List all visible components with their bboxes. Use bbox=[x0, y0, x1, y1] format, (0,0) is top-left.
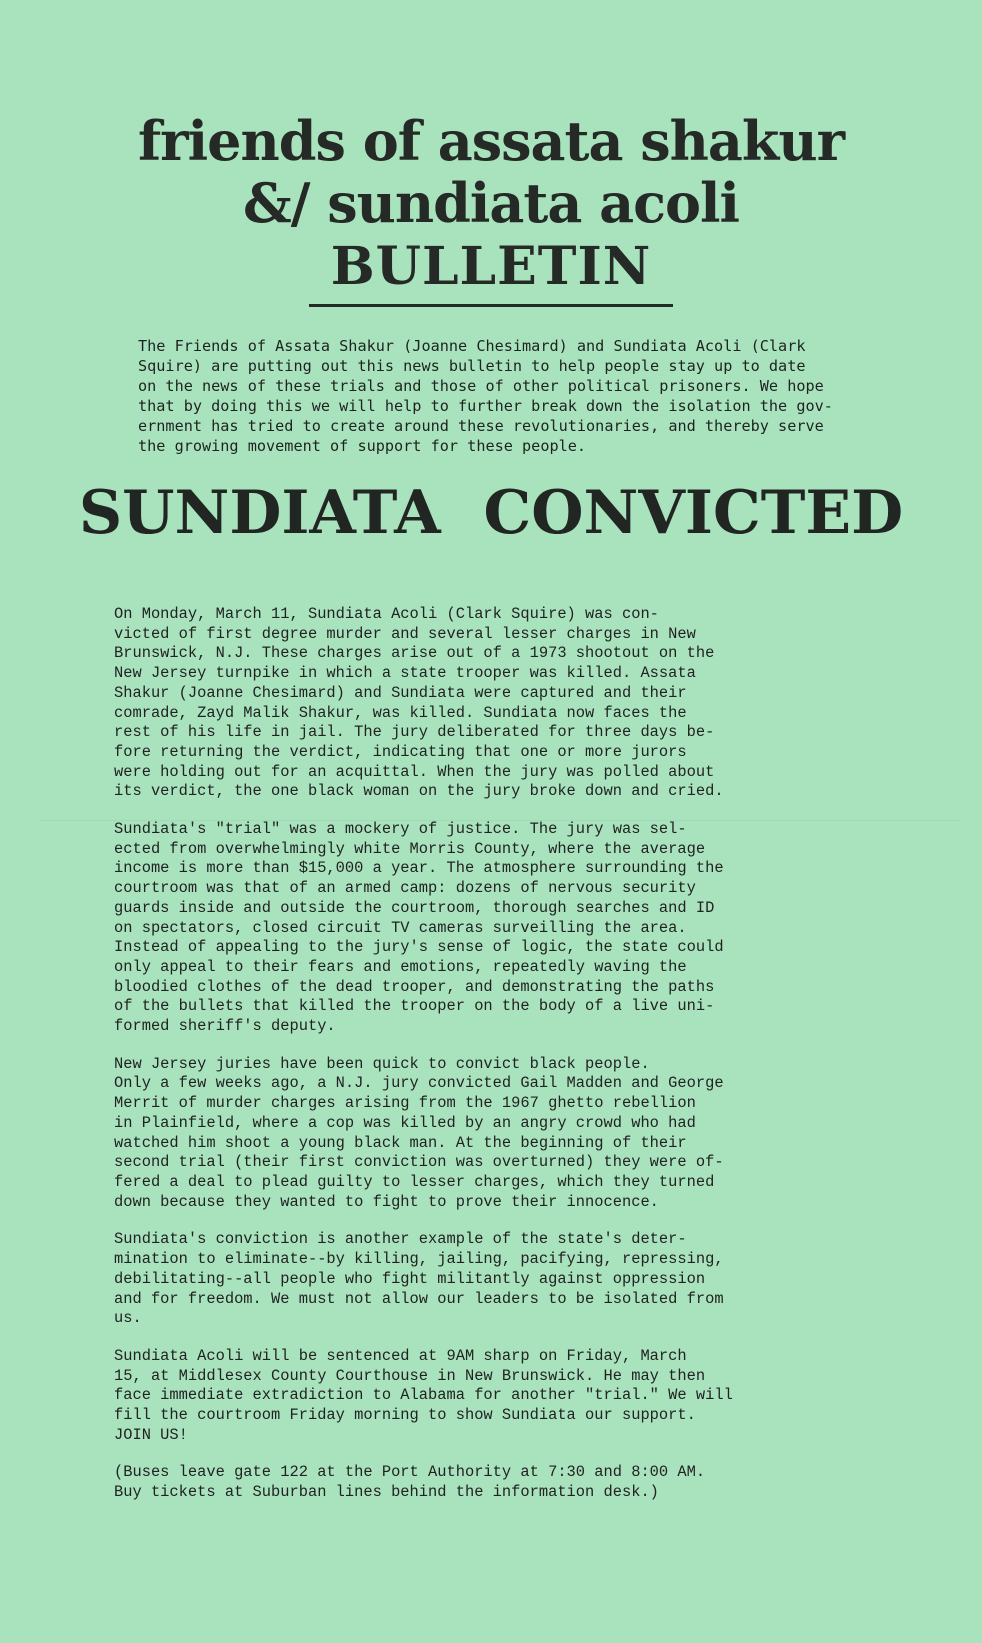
article-paragraph-5: Sundiata Acoli will be sentenced at 9AM sharp on Friday, March 15, at Middlesex County Courthouse in New Brunswick. He may then face immediate extradiction to Alabama for another "trial." We will fill the courtroom Friday morning to show Sundiata our support. JOIN US! bbox=[114, 1346, 733, 1444]
article-paragraph-3: New Jersey juries have been quick to convict black people. Only a few weeks ago, a N.J. jury convicted Gail Madden and George Merrit of murder charges arising from the 1967 ghetto rebellion in Plainfield, where a cop was killed by an angry crowd who had watched him shoot a young black man. At the beginning of their second trial (their first conviction was overturned) they were of- fered a deal to plead guilty to lesser charges, which they turned down because they wanted to fight to prove their innocence. bbox=[114, 1054, 724, 1211]
headline: SUNDIATA CONVICTED bbox=[78, 478, 904, 548]
article-body bbox=[114, 605, 924, 1521]
masthead-bulletin: BULLETIN bbox=[309, 234, 674, 307]
article-paragraph-1: On Monday, March 11, Sundiata Acoli (Clark Squire) was con- victed of first degree murder and several lesser charges in New Brunswick, N.J. These charges arise out of a 1973 shootout on the New Jersey turnpike in which a state trooper was killed. Assata Shakur (Joanne Chesimard) and Sundiata were captured and their comrade, Zayd Malik Shakur, was killed. Sundiata now faces the rest of his life in jail. The jury deliberated for three days be- fore returning the verdict, indicating that one or more jurors were holding out for an acquittal. When the jury was polled about its verdict, the one black woman on the jury broke down and cried. bbox=[114, 605, 724, 801]
masthead bbox=[0, 110, 982, 307]
masthead-title-line1: friends of assata shakur bbox=[137, 109, 845, 173]
article-paragraph-2: Sundiata's "trial" was a mockery of justice. The jury was sel- ected from overwhelmingly white Morris County, where the average income is more than $15,000 a year. The atmosphere surrounding the courtroom was that of an armed camp: dozens of nervous security guards inside and outside the courtroom, thorough searches and ID on spectators, closed circuit TV cameras surveilling the area. Instead of appealing to the jury's sense of logic, the state could only appeal to their fears and emotions, repeatedly waving the bloodied clothes of the dead trooper, and demonstrating the paths of the bullets that killed the trooper on the body of a live uni- formed sheriff's deputy. bbox=[114, 820, 724, 1036]
article-paragraph-4: Sundiata's conviction is another example of the state's deter- mination to eliminate--by killing, jailing, pacifying, repressing, debilitating--all people who fight militantly against oppression and for freedom. We must not allow our leaders to be isolated from us. bbox=[114, 1230, 724, 1328]
masthead-title-line2: &/ sundiata acoli bbox=[242, 171, 740, 235]
intro-paragraph: The Friends of Assata Shakur (Joanne Chesimard) and Sundiata Acoli (Clark Squire) are putting out this news bulletin to help people stay up to date on the news of these trials and those of other political prisoners. We hope that by doing this we will help to further break down the isolation the gov- ernment has tried to create around these revolutionaries, and thereby serve the growing movement of support for these people. bbox=[138, 337, 833, 455]
article-paragraph-buses: (Buses leave gate 122 at the Port Authority at 7:30 and 8:00 AM. Buy tickets at Suburban lines behind the information desk.) bbox=[114, 1463, 706, 1502]
